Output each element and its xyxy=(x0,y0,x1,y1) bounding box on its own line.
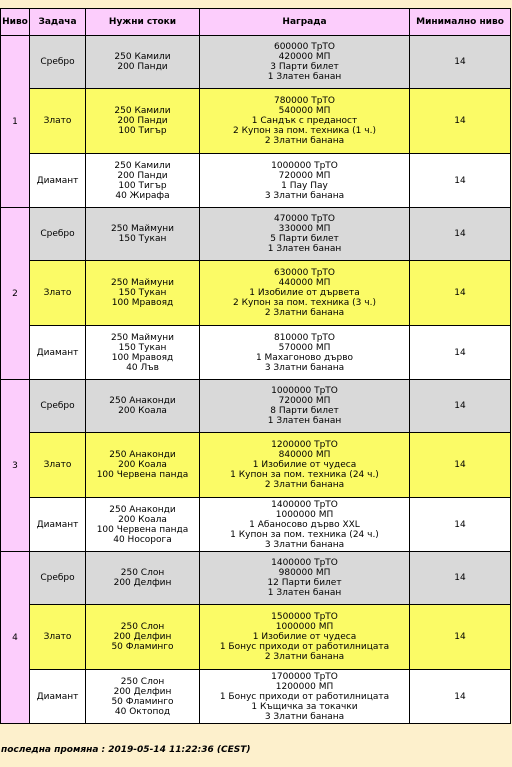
table-row xyxy=(1,326,511,380)
reward-line: 630000 ТрТО xyxy=(273,268,335,278)
table-row xyxy=(1,89,511,154)
reward-line: 3 Златни банана xyxy=(264,190,345,201)
goods-line: 40 Носорога xyxy=(113,534,172,545)
reward-cell xyxy=(200,89,410,154)
header-reward: Награда xyxy=(200,9,410,36)
goods-cell xyxy=(86,433,200,498)
reward-cell xyxy=(200,154,410,208)
goods-line: 200 Делфин xyxy=(113,578,172,588)
reward-line: 330000 МП xyxy=(278,224,331,234)
goods-line: 200 Коала xyxy=(118,514,167,525)
goods-line: 200 Панди xyxy=(117,116,168,126)
table-row xyxy=(1,154,511,208)
goods-line: 100 Тигър xyxy=(118,180,167,191)
goods-line: 200 Делфин xyxy=(113,632,172,642)
last-modified-footer: последна промяна : 2019-05-14 11:22:36 (CEST) xyxy=(1,745,251,755)
reward-line: 1 Златен банан xyxy=(267,416,342,426)
reward-cell xyxy=(200,552,410,605)
reward-line: 720000 МП xyxy=(278,396,331,406)
level-number: 3 xyxy=(1,380,30,552)
reward-cell xyxy=(200,498,410,552)
goods-line: 250 Анаконди xyxy=(109,396,176,406)
task-cell: Сребро xyxy=(30,36,86,89)
reward-line: 1 Изобилие от дървета xyxy=(249,288,360,298)
header-goods: Нужни стоки xyxy=(86,9,200,36)
reward-cell xyxy=(200,36,410,89)
reward-line: 1 Бонус приходи от работилницата xyxy=(219,642,390,652)
reward-line: 1 Изобилие от чудеса xyxy=(252,632,357,642)
goods-line: 100 Червена панда xyxy=(96,470,189,480)
goods-cell xyxy=(86,552,200,605)
level-number: 1 xyxy=(1,36,30,208)
reward-line: 1000000 МП xyxy=(275,622,334,632)
goods-line: 100 Тигър xyxy=(118,126,167,136)
reward-line: 1500000 ТрТО xyxy=(271,612,338,622)
reward-line: 1 Къщичка за токачки xyxy=(251,701,358,712)
reward-line: 8 Парти билет xyxy=(270,406,339,416)
level-number: 2 xyxy=(1,208,30,380)
reward-line: 1400000 ТрТО xyxy=(271,499,338,510)
reward-cell xyxy=(200,433,410,498)
goods-line: 100 Червена панда xyxy=(96,524,189,535)
goods-line: 250 Слон xyxy=(120,676,165,687)
table-row xyxy=(1,498,511,552)
min-level-cell: 14 xyxy=(410,154,511,208)
task-cell: Злато xyxy=(30,89,86,154)
min-level-cell: 14 xyxy=(410,208,511,261)
header-level: Ниво xyxy=(1,9,30,36)
task-cell: Злато xyxy=(30,605,86,670)
task-cell: Диамант xyxy=(30,670,86,724)
goods-line: 200 Панди xyxy=(117,62,168,72)
header-task: Задача xyxy=(30,9,86,36)
reward-line: 1 Златен банан xyxy=(267,588,342,598)
reward-line: 2 Златни банана xyxy=(264,652,345,662)
table-row xyxy=(1,433,511,498)
reward-line: 1 Махагоново дърво xyxy=(255,352,354,363)
reward-line: 810000 ТрТО xyxy=(273,332,335,343)
rewards-table xyxy=(0,8,511,724)
reward-line: 840000 МП xyxy=(278,450,331,460)
table-row xyxy=(1,552,511,605)
reward-line: 1000000 ТрТО xyxy=(271,386,338,396)
goods-line: 200 Панди xyxy=(117,170,168,181)
reward-line: 2 Златни банана xyxy=(264,136,345,146)
reward-line: 420000 МП xyxy=(278,52,331,62)
goods-cell xyxy=(86,261,200,326)
table-row xyxy=(1,605,511,670)
reward-line: 1000000 ТрТО xyxy=(271,160,338,171)
goods-line: 250 Слон xyxy=(120,568,165,578)
min-level-cell: 14 xyxy=(410,36,511,89)
reward-line: 1 Златен банан xyxy=(267,244,342,254)
reward-line: 980000 МП xyxy=(278,568,331,578)
goods-line: 250 Слон xyxy=(120,622,165,632)
goods-line: 200 Делфин xyxy=(113,686,172,697)
task-cell: Сребро xyxy=(30,552,86,605)
min-level-cell: 14 xyxy=(410,605,511,670)
goods-line: 250 Маймуни xyxy=(110,224,175,234)
goods-line: 100 Мравояд xyxy=(111,298,174,308)
reward-line: 1200000 ТрТО xyxy=(271,440,338,450)
reward-line: 12 Парти билет xyxy=(267,578,342,588)
task-cell: Злато xyxy=(30,261,86,326)
reward-line: 1 Абаносово дърво XXL xyxy=(249,519,360,530)
goods-line: 200 Коала xyxy=(118,406,167,416)
table-row xyxy=(1,670,511,724)
reward-line: 780000 ТрТО xyxy=(273,96,335,106)
goods-line: 150 Тукан xyxy=(118,342,167,353)
goods-line: 200 Коала xyxy=(118,460,167,470)
goods-line: 250 Камили xyxy=(114,160,171,171)
goods-line: 250 Камили xyxy=(114,52,171,62)
reward-line: 540000 МП xyxy=(278,106,331,116)
goods-cell xyxy=(86,154,200,208)
goods-line: 100 Мравояд xyxy=(111,352,174,363)
reward-line: 1400000 ТрТО xyxy=(271,558,338,568)
min-level-cell: 14 xyxy=(410,433,511,498)
goods-line: 40 Лъв xyxy=(126,362,159,373)
reward-line: 440000 МП xyxy=(278,278,331,288)
goods-cell xyxy=(86,89,200,154)
task-cell: Злато xyxy=(30,433,86,498)
goods-line: 50 Фламинго xyxy=(111,642,174,652)
task-cell: Диамант xyxy=(30,326,86,380)
min-level-cell: 14 xyxy=(410,261,511,326)
reward-line: 570000 МП xyxy=(278,342,331,353)
reward-line: 5 Парти билет xyxy=(270,234,339,244)
goods-line: 250 Анаконди xyxy=(109,504,176,515)
reward-line: 2 Купон за пом. техника (1 ч.) xyxy=(233,126,376,136)
reward-cell xyxy=(200,326,410,380)
reward-line: 2 Златни банана xyxy=(264,480,345,490)
goods-cell xyxy=(86,670,200,724)
reward-cell xyxy=(200,380,410,433)
reward-cell xyxy=(200,670,410,724)
reward-cell xyxy=(200,605,410,670)
goods-line: 150 Тукан xyxy=(118,234,167,244)
table-row xyxy=(1,261,511,326)
goods-line: 150 Тукан xyxy=(118,288,167,298)
goods-line: 250 Камили xyxy=(114,106,171,116)
goods-line: 40 Октопод xyxy=(114,706,171,717)
min-level-cell: 14 xyxy=(410,552,511,605)
reward-line: 1 Сандък с преданост xyxy=(251,116,358,126)
reward-line: 1 Купон за пом. техника (24 ч.) xyxy=(230,529,379,540)
min-level-cell: 14 xyxy=(410,380,511,433)
reward-line: 1000000 МП xyxy=(275,509,334,520)
goods-cell xyxy=(86,498,200,552)
goods-line: 250 Маймуни xyxy=(110,278,175,288)
reward-line: 600000 ТрТО xyxy=(273,42,335,52)
goods-cell xyxy=(86,605,200,670)
table-row xyxy=(1,36,511,89)
goods-line: 250 Маймуни xyxy=(110,332,175,343)
reward-line: 3 Златни банана xyxy=(264,362,345,373)
reward-line: 1700000 ТрТО xyxy=(271,671,338,682)
reward-line: 2 Златни банана xyxy=(264,308,345,318)
reward-line: 470000 ТрТО xyxy=(273,214,335,224)
min-level-cell: 14 xyxy=(410,326,511,380)
task-cell: Диамант xyxy=(30,154,86,208)
reward-line: 3 Златни банана xyxy=(264,711,345,722)
level-number: 4 xyxy=(1,552,30,724)
reward-line: 1 Бонус приходи от работилницата xyxy=(219,691,390,702)
reward-line: 1200000 МП xyxy=(275,681,334,692)
table-row xyxy=(1,208,511,261)
table-row xyxy=(1,380,511,433)
task-cell: Сребро xyxy=(30,380,86,433)
goods-line: 250 Анаконди xyxy=(109,450,176,460)
header-min-level: Минимално ниво xyxy=(410,9,511,36)
reward-line: 720000 МП xyxy=(278,170,331,181)
task-cell: Сребро xyxy=(30,208,86,261)
reward-cell xyxy=(200,261,410,326)
task-cell: Диамант xyxy=(30,498,86,552)
reward-line: 3 Парти билет xyxy=(270,62,339,72)
goods-line: 40 Жирафа xyxy=(115,190,170,201)
reward-line: 1 Изобилие от чудеса xyxy=(252,460,357,470)
goods-cell xyxy=(86,208,200,261)
goods-cell xyxy=(86,326,200,380)
reward-cell xyxy=(200,208,410,261)
reward-line: 3 Златни банана xyxy=(264,539,345,550)
reward-line: 1 Купон за пом. техника (24 ч.) xyxy=(230,470,379,480)
min-level-cell: 14 xyxy=(410,670,511,724)
min-level-cell: 14 xyxy=(410,498,511,552)
header-row xyxy=(1,9,511,36)
reward-line: 1 Златен банан xyxy=(267,72,342,82)
reward-line: 1 Пау Пау xyxy=(281,180,328,191)
goods-cell xyxy=(86,36,200,89)
reward-line: 2 Купон за пом. техника (3 ч.) xyxy=(233,298,376,308)
goods-line: 50 Фламинго xyxy=(111,696,174,707)
goods-cell xyxy=(86,380,200,433)
min-level-cell: 14 xyxy=(410,89,511,154)
